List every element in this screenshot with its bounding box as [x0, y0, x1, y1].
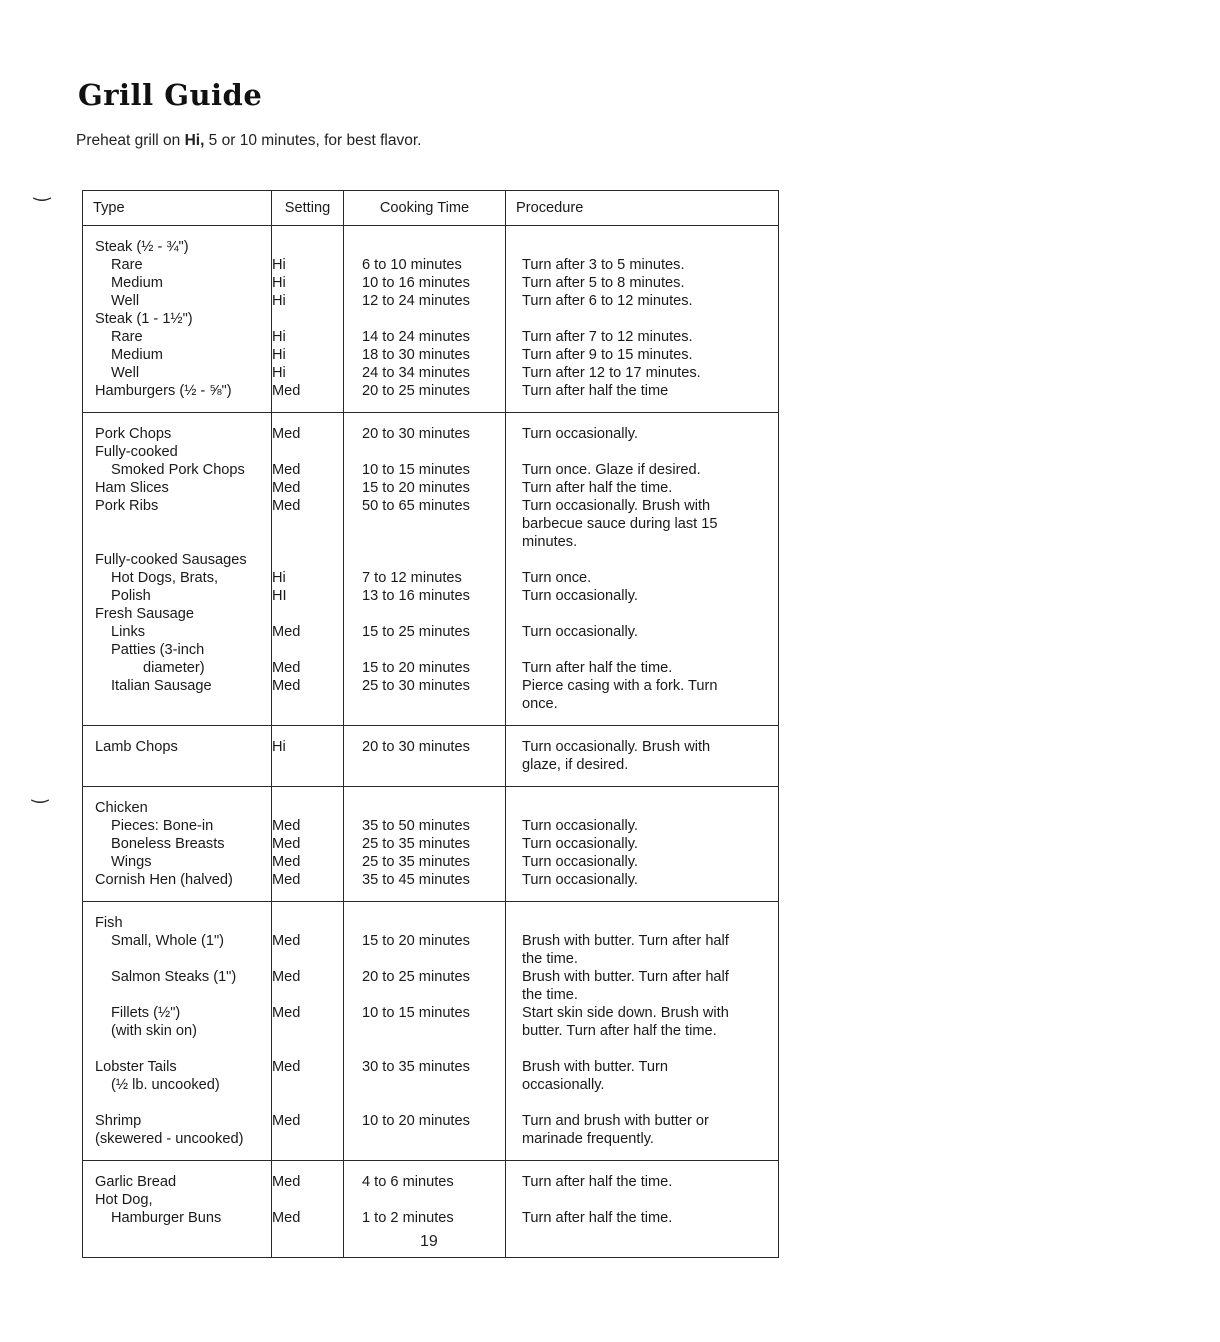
intro-prefix: Preheat grill on	[76, 132, 185, 149]
setting-text: Hi	[272, 365, 286, 381]
setting-text: Med	[272, 933, 301, 949]
setting-text: Hi	[272, 329, 286, 345]
procedure-text: Turn occasionally. Brush with	[522, 498, 711, 514]
procedure-text	[522, 238, 772, 256]
cooking-time-text	[362, 1076, 505, 1094]
cooking-time-text	[362, 914, 505, 932]
setting-text	[272, 986, 343, 1004]
cooking-time-cell	[344, 413, 506, 726]
type-text: Hamburgers (½ - ⅝")	[95, 383, 232, 399]
procedure-text: Pierce casing with a fork. Turn	[522, 678, 718, 694]
cooking-time-text: 10 to 20 minutes	[362, 1113, 470, 1129]
type-text: Patties (3-inch	[111, 642, 205, 658]
type-text: Italian Sausage	[111, 678, 212, 694]
procedure-text	[522, 443, 772, 461]
cooking-time-text	[362, 533, 505, 551]
setting-text: Med	[272, 969, 301, 985]
setting-text	[272, 1040, 343, 1058]
setting-text: Med	[272, 383, 301, 399]
type-text: Hot Dog,	[95, 1192, 153, 1208]
procedure-text: butter. Turn after half the time.	[522, 1023, 717, 1039]
setting-text	[272, 533, 343, 551]
cooking-time-text	[362, 1130, 505, 1148]
cooking-time-text: 12 to 24 minutes	[362, 293, 470, 309]
type-cell	[83, 226, 272, 413]
cooking-time-text	[362, 238, 505, 256]
procedure-text: Turn after 12 to 17 minutes.	[522, 365, 701, 381]
setting-text	[272, 605, 343, 623]
procedure-text: Turn after half the time.	[522, 1174, 673, 1190]
type-text: Fillets (½")	[111, 1005, 181, 1021]
procedure-text: Turn after 6 to 12 minutes.	[522, 293, 693, 309]
setting-text: HI	[272, 588, 287, 604]
cooking-time-cell	[344, 902, 506, 1161]
setting-text	[272, 914, 343, 932]
type-text	[95, 1040, 271, 1058]
type-text	[95, 756, 271, 774]
setting-cell	[272, 902, 344, 1161]
type-text: Well	[111, 293, 140, 309]
cooking-time-text: 25 to 35 minutes	[362, 836, 470, 852]
procedure-text: Turn after half the time.	[522, 1210, 673, 1226]
cooking-time-text: 7 to 12 minutes	[362, 570, 462, 586]
cooking-time-text: 15 to 25 minutes	[362, 624, 470, 640]
type-text: Hamburger Buns	[111, 1210, 222, 1226]
procedure-text: Turn occasionally.	[522, 624, 638, 640]
cooking-time-text: 18 to 30 minutes	[362, 347, 470, 363]
cooking-time-text	[362, 515, 505, 533]
cooking-time-text: 20 to 30 minutes	[362, 739, 470, 755]
cooking-time-text: 15 to 20 minutes	[362, 660, 470, 676]
type-text: Shrimp	[95, 1113, 142, 1129]
procedure-text: Turn occasionally. Brush with	[522, 739, 711, 755]
procedure-text: Brush with butter. Turn after half	[522, 969, 729, 985]
cooking-time-text	[362, 756, 505, 774]
type-text: (skewered - uncooked)	[95, 1131, 244, 1147]
type-text: Well	[111, 365, 140, 381]
setting-text: Med	[272, 1113, 301, 1129]
type-text	[95, 1094, 271, 1112]
type-text: (with skin on)	[111, 1023, 197, 1039]
procedure-text: Turn occasionally.	[522, 836, 638, 852]
setting-cell	[272, 1161, 344, 1258]
cooking-time-text	[362, 551, 505, 569]
procedure-text: minutes.	[522, 534, 578, 550]
procedure-text	[522, 1094, 772, 1112]
type-text: Ham Slices	[95, 480, 169, 496]
cooking-time-text: 6 to 10 minutes	[362, 257, 462, 273]
cooking-time-text	[362, 1094, 505, 1112]
procedure-text: marinade frequently.	[522, 1131, 654, 1147]
setting-text	[272, 799, 343, 817]
type-text: Rare	[111, 257, 143, 273]
type-text: Links	[111, 624, 146, 640]
procedure-text: Start skin side down. Brush with	[522, 1005, 729, 1021]
procedure-text: Turn after half the time	[522, 383, 669, 399]
procedure-text: Turn occasionally.	[522, 588, 638, 604]
setting-text	[272, 1191, 343, 1209]
page-number: 19	[420, 1233, 438, 1250]
header-type: Type	[83, 191, 272, 226]
type-cell	[83, 726, 272, 787]
type-text	[95, 950, 271, 968]
procedure-text	[522, 310, 772, 328]
type-text	[95, 533, 271, 551]
procedure-text	[522, 1191, 772, 1209]
cooking-time-text: 35 to 45 minutes	[362, 872, 470, 888]
procedure-cell	[506, 787, 779, 902]
cooking-time-text: 50 to 65 minutes	[362, 498, 470, 514]
procedure-cell	[506, 726, 779, 787]
type-text: Fresh Sausage	[95, 606, 194, 622]
procedure-text: Turn after 3 to 5 minutes.	[522, 257, 685, 273]
table-row	[83, 902, 779, 1161]
cooking-time-text: 10 to 15 minutes	[362, 462, 470, 478]
cooking-time-cell	[344, 787, 506, 902]
cooking-time-text	[362, 950, 505, 968]
type-text: Steak (½ - ¾")	[95, 239, 189, 255]
setting-text	[272, 238, 343, 256]
procedure-text: Turn once.	[522, 570, 592, 586]
cooking-time-text	[362, 799, 505, 817]
type-text: Lobster Tails	[95, 1059, 177, 1075]
setting-text: Hi	[272, 739, 286, 755]
page-title: Grill Guide	[78, 78, 263, 112]
setting-text: Med	[272, 1005, 301, 1021]
cooking-time-text	[362, 605, 505, 623]
setting-text	[272, 695, 343, 713]
procedure-text: Turn after half the time.	[522, 660, 673, 676]
setting-text	[272, 756, 343, 774]
procedure-text: Turn once. Glaze if desired.	[522, 462, 701, 478]
procedure-text: glaze, if desired.	[522, 757, 629, 773]
type-cell	[83, 902, 272, 1161]
cooking-time-text: 24 to 34 minutes	[362, 365, 470, 381]
intro-text	[76, 132, 421, 150]
setting-text	[272, 950, 343, 968]
cooking-time-text: 10 to 15 minutes	[362, 1005, 470, 1021]
procedure-text: Turn and brush with butter or	[522, 1113, 709, 1129]
procedure-text: the time.	[522, 951, 578, 967]
cooking-time-text: 13 to 16 minutes	[362, 588, 470, 604]
setting-text	[272, 310, 343, 328]
setting-text	[272, 443, 343, 461]
procedure-text: Turn after 9 to 15 minutes.	[522, 347, 693, 363]
procedure-text: barbecue sauce during last 15	[522, 516, 718, 532]
procedure-text: occasionally.	[522, 1077, 605, 1093]
cooking-time-text: 20 to 30 minutes	[362, 426, 470, 442]
setting-text: Med	[272, 1210, 301, 1226]
cooking-time-cell	[344, 726, 506, 787]
header-cooking-time: Cooking Time	[344, 191, 506, 226]
type-text: Hot Dogs, Brats,	[111, 570, 219, 586]
type-text: Medium	[111, 275, 163, 291]
type-text: Polish	[111, 588, 151, 604]
setting-text: Med	[272, 624, 301, 640]
cooking-time-text	[362, 1191, 505, 1209]
cooking-time-text	[362, 1040, 505, 1058]
procedure-text: Turn after 5 to 8 minutes.	[522, 275, 685, 291]
type-text: Fully-cooked Sausages	[95, 552, 247, 568]
cooking-time-text: 20 to 25 minutes	[362, 969, 470, 985]
margin-tick-mark: ‿	[32, 781, 49, 803]
procedure-text: Brush with butter. Turn after half	[522, 933, 729, 949]
procedure-cell	[506, 902, 779, 1161]
type-text: Fish	[95, 915, 123, 931]
procedure-text	[522, 641, 772, 659]
cooking-time-text: 10 to 16 minutes	[362, 275, 470, 291]
procedure-text: Turn occasionally.	[522, 818, 638, 834]
setting-text	[272, 1130, 343, 1148]
table-header-row	[83, 191, 779, 226]
type-text: Steak (1 - 1½")	[95, 311, 193, 327]
type-text: Rare	[111, 329, 143, 345]
setting-text: Med	[272, 426, 301, 442]
setting-text: Med	[272, 660, 301, 676]
type-text: Smoked Pork Chops	[111, 462, 245, 478]
cooking-time-text: 14 to 24 minutes	[362, 329, 470, 345]
setting-text	[272, 515, 343, 533]
type-text: Cornish Hen (halved)	[95, 872, 233, 888]
setting-text	[272, 1076, 343, 1094]
type-text: Boneless Breasts	[111, 836, 225, 852]
type-text	[95, 1227, 271, 1245]
cooking-time-text: 1 to 2 minutes	[362, 1210, 454, 1226]
procedure-text	[522, 1227, 772, 1245]
setting-cell	[272, 726, 344, 787]
procedure-text	[522, 605, 772, 623]
header-setting: Setting	[272, 191, 344, 226]
setting-text: Med	[272, 1059, 301, 1075]
cooking-time-text	[362, 443, 505, 461]
setting-text: Hi	[272, 347, 286, 363]
setting-cell	[272, 787, 344, 902]
procedure-text: Turn after 7 to 12 minutes.	[522, 329, 693, 345]
cooking-time-text: 4 to 6 minutes	[362, 1174, 454, 1190]
cooking-time-text: 25 to 35 minutes	[362, 854, 470, 870]
setting-cell	[272, 226, 344, 413]
type-text: Pork Chops	[95, 426, 172, 442]
setting-text: Hi	[272, 293, 286, 309]
type-text: Salmon Steaks (1")	[111, 969, 237, 985]
cooking-time-text: 35 to 50 minutes	[362, 818, 470, 834]
type-text	[95, 515, 271, 533]
setting-text: Hi	[272, 257, 286, 273]
setting-text: Med	[272, 836, 301, 852]
setting-text: Med	[272, 1174, 301, 1190]
cooking-time-text	[362, 1022, 505, 1040]
type-text	[95, 695, 271, 713]
type-cell	[83, 413, 272, 726]
procedure-text	[522, 1040, 772, 1058]
table-body	[83, 226, 779, 1258]
type-text: Pieces: Bone-in	[111, 818, 214, 834]
setting-text: Med	[272, 480, 301, 496]
setting-text	[272, 1022, 343, 1040]
setting-text: Med	[272, 818, 301, 834]
setting-text	[272, 1227, 343, 1245]
type-text: Garlic Bread	[95, 1174, 177, 1190]
cooking-time-text: 20 to 25 minutes	[362, 383, 470, 399]
procedure-text: Turn after half the time.	[522, 480, 673, 496]
intro-bold: Hi,	[184, 132, 205, 149]
setting-text: Hi	[272, 275, 286, 291]
type-cell	[83, 1161, 272, 1258]
setting-text	[272, 641, 343, 659]
setting-text: Med	[272, 498, 301, 514]
type-text: diameter)	[143, 660, 205, 676]
type-text: Medium	[111, 347, 163, 363]
cooking-time-text	[362, 641, 505, 659]
cooking-time-text: 30 to 35 minutes	[362, 1059, 470, 1075]
procedure-text: Turn occasionally.	[522, 872, 638, 888]
setting-text: Hi	[272, 570, 286, 586]
type-text: Fully-cooked	[95, 444, 178, 460]
margin-tick-mark: ‿	[34, 179, 51, 201]
cooking-time-text: 25 to 30 minutes	[362, 678, 470, 694]
procedure-text: once.	[522, 696, 558, 712]
type-text: Wings	[111, 854, 152, 870]
procedure-text: Turn occasionally.	[522, 854, 638, 870]
type-text: Small, Whole (1")	[111, 933, 225, 949]
intro-suffix: 5 or 10 minutes, for best flavor.	[204, 132, 422, 149]
type-cell	[83, 787, 272, 902]
type-text: Chicken	[95, 800, 148, 816]
cooking-time-text: 15 to 20 minutes	[362, 933, 470, 949]
cooking-time-text	[362, 986, 505, 1004]
procedure-text: the time.	[522, 987, 578, 1003]
setting-text	[272, 1094, 343, 1112]
setting-text: Med	[272, 678, 301, 694]
cooking-time-text: 15 to 20 minutes	[362, 480, 470, 496]
header-procedure: Procedure	[506, 191, 779, 226]
type-text: (½ lb. uncooked)	[111, 1077, 220, 1093]
procedure-text	[522, 914, 772, 932]
cooking-time-text	[362, 310, 505, 328]
procedure-cell	[506, 413, 779, 726]
type-text: Pork Ribs	[95, 498, 159, 514]
setting-text: Med	[272, 462, 301, 478]
procedure-text	[522, 799, 772, 817]
setting-text: Med	[272, 872, 301, 888]
procedure-cell	[506, 1161, 779, 1258]
grill-guide-table	[82, 190, 779, 1258]
cooking-time-text	[362, 695, 505, 713]
procedure-text: Turn occasionally.	[522, 426, 638, 442]
setting-text: Med	[272, 854, 301, 870]
procedure-cell	[506, 226, 779, 413]
table-row	[83, 226, 779, 413]
setting-cell	[272, 413, 344, 726]
cooking-time-cell	[344, 226, 506, 413]
table-row	[83, 726, 779, 787]
procedure-text	[522, 551, 772, 569]
procedure-text: Brush with butter. Turn	[522, 1059, 669, 1075]
type-text: Lamb Chops	[95, 739, 178, 755]
table-row	[83, 413, 779, 726]
table-row	[83, 787, 779, 902]
setting-text	[272, 551, 343, 569]
type-text	[95, 986, 271, 1004]
